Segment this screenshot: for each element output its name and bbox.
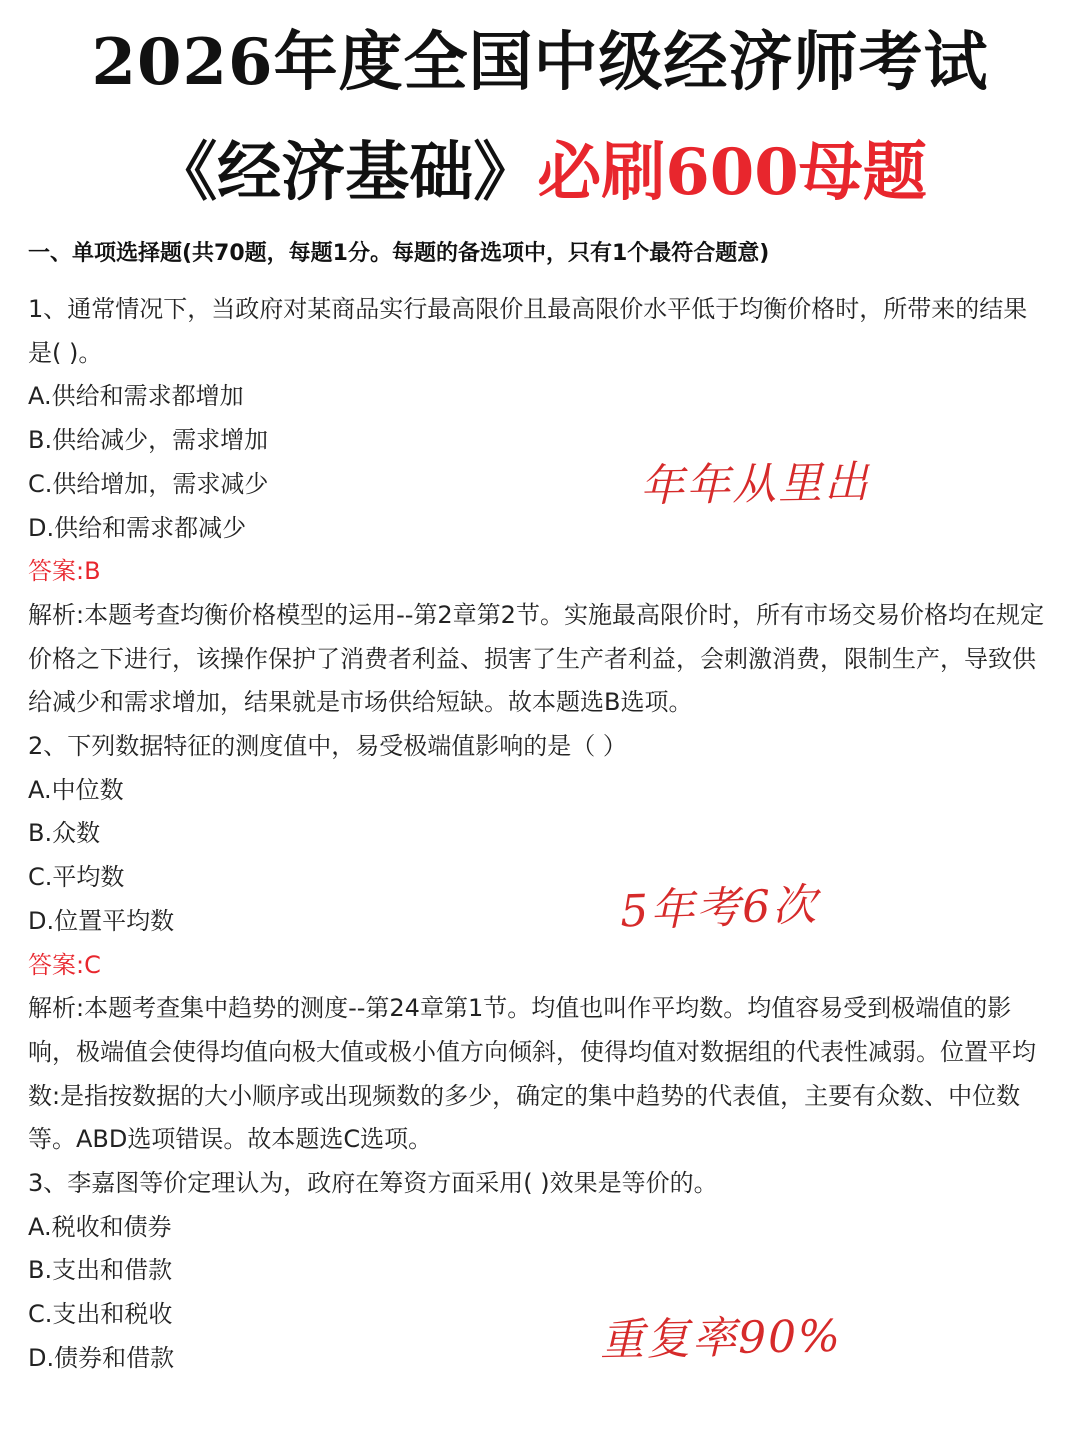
- question-stem: 1、通常情况下，当政府对某商品实行最高限价且最高限价水平低于均衡价格时，所带来的结果是( )。: [28, 295, 1028, 367]
- question-3: [28, 1162, 1048, 1381]
- handwritten-note-1: 年年从里出: [639, 456, 871, 513]
- option-d: D.供给和需求都减少: [28, 513, 247, 542]
- subject-name: 《经济基础》: [153, 135, 538, 210]
- question-2: [28, 725, 1048, 1162]
- option-b: B.支出和借款: [28, 1256, 173, 1285]
- handwritten-note-2: 5年考6次: [619, 879, 819, 938]
- question-1: [28, 288, 1048, 725]
- option-d: D.债券和借款: [28, 1343, 175, 1372]
- option-c: C.供给增加，需求减少: [28, 469, 269, 498]
- question-stem: 2、下列数据特征的测度值中，易受极端值影响的是（ ）: [28, 732, 627, 761]
- option-d: D.位置平均数: [28, 906, 175, 935]
- question-stem: 3、李嘉图等价定理认为，政府在筹资方面采用( )效果是等价的。: [28, 1169, 718, 1198]
- question-list: [28, 288, 1048, 1381]
- option-b: B.供给减少，需求增加: [28, 426, 269, 455]
- answer: 答案:C: [28, 950, 101, 979]
- analysis: 解析:本题考查均衡价格模型的运用--第2章第2节。实施最高限价时，所有市场交易价格均在规定价格之下进行，该操作保护了消费者利益、损害了生产者利益，会刺激消费，限制生产，导致供给减少和需求增加，结果就是市场供给短缺。故本题选B选项。: [28, 600, 1044, 717]
- handwritten-note-3: 重复率90%: [599, 1310, 843, 1367]
- option-a: A.税收和债券: [28, 1212, 172, 1241]
- answer: 答案:B: [28, 557, 101, 586]
- option-c: C.支出和税收: [28, 1300, 173, 1329]
- option-a: A.供给和需求都增加: [28, 382, 244, 411]
- option-a: A.中位数: [28, 775, 124, 804]
- page-title-line2: [0, 128, 1080, 218]
- option-c: C.平均数: [28, 863, 125, 892]
- section-heading: 一、单项选择题(共70题，每题1分。每题的备选项中，只有1个最符合题意): [28, 241, 770, 266]
- analysis: 解析:本题考查集中趋势的测度--第24章第1节。均值也叫作平均数。均值容易受到极端值的影响，极端值会使得均值向极大值或极小值方向倾斜，使得均值对数据组的代表性减弱。位置平均数:是指按数据的大小顺序或出现频数的多少，确定的集中趋势的代表值，主要有众数、中位数等。ABD选项错误。故本题选C选项。: [28, 994, 1036, 1154]
- page-title-line1: 2026年度全国中级经济师考试: [91, 25, 989, 100]
- subject-highlight: 必刷600母题: [537, 135, 927, 210]
- option-b: B.众数: [28, 819, 101, 848]
